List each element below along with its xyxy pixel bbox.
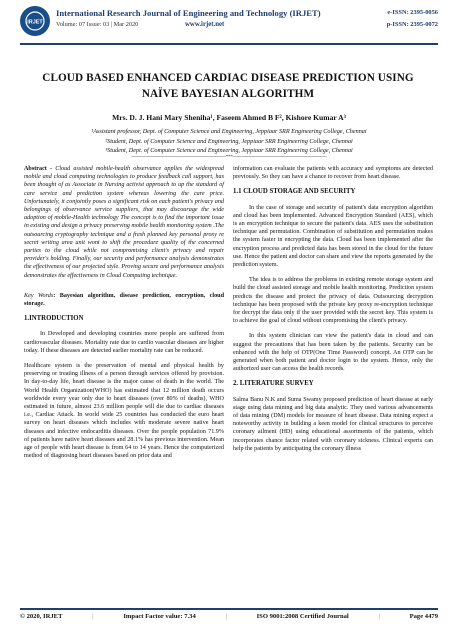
- journal-logo-icon: [24, 10, 46, 32]
- abstract-label: Abstract -: [24, 166, 53, 172]
- abstract: [24, 165, 224, 280]
- paper-title: CLOUD BASED ENHANCED CARDIAC DISEASE PREDICTION USING NAÏVE BAYESIAN ALGORITHM: [42, 72, 414, 100]
- intro-paragraph-2: Healthcare system is the preservation of mental and physical health by preserving or treating illness of a person through services offered by provision. In day-to-day life, heart disease is the major cause of death in the world. The World Health Organization(WHO) has estimated that 12 million death occurs worldwide every year only due to heart diseases (over 80% of deaths), WHO estimated in future, almost 23.6 million people will die due to cardiac diseases i.e., Cardiac Attack. In world wide 25 countries has conducted the euro heart survey on heart diseases which includes with moderate severe native heart diseases and infective endocarditis diseases. Over the people population 71.9% of patients have native heart diseases and 28.1% has previous intervention. Mean age of people with heart disease is from 64 to 14 years. Hence the computerized method of diagnosing heart diseases based on prior data and: [24, 363, 224, 460]
- header-rule: [20, 43, 438, 45]
- section-separator: ---------------------------------------------------------------------***---------------------------------------------------------------------: [131, 155, 327, 160]
- cloud-paragraph-2: The idea is to address the problems in existing remote storage system and build the cloud assisted storage and mobile health monitoring. Prediction system predicts the disease and protect the privacy of data. Outsourcing decryption technique has been proposed with the private key proxy re-encryption technique for decrypt the data only if the user provided with the secret key. This system is to achieve the goal of cloud without compromising the client's privacy.: [233, 277, 433, 325]
- keywords-text: : Bayesian algorithm, disease prediction, encryption, cloud storage.: [24, 292, 225, 308]
- journal-header: [20, 6, 438, 40]
- footer-impact-factor: Impact Factor value: 7.34: [123, 613, 196, 620]
- pissn: p-ISSN: 2395-0072: [386, 21, 438, 28]
- right-column: [233, 165, 433, 460]
- journal-title: International Research Journal of Engineering and Technology (IRJET): [56, 8, 321, 18]
- keywords-label: Key Words: [24, 292, 54, 299]
- footer-divider: |: [225, 613, 227, 620]
- page-footer: [20, 613, 438, 620]
- journal-website[interactable]: www.irjet.net: [185, 21, 225, 28]
- footer-rule: [20, 608, 438, 610]
- footer-iso: ISO 9001:2008 Certified Journal: [256, 613, 349, 620]
- cloud-paragraph-3: In this system clinician can view the patient's data in cloud and can suggest the precautions that has been taken by the patients. Security can be enhanced with the help of OTP(One Time Password) concept. An OTP can be generated when both patient and doctor login to the system. Hence, only the authorized user can access the health records.: [233, 333, 433, 373]
- left-column: [24, 165, 224, 468]
- abstract-text: Cloud assisted mobile-health observance applies the widespread mobile and cloud computing technologies to produce feedback call support, has been thought of as Associate in Nursing activist approach to up the standard of care service and prediction system whereas lowering the care price. Unfortunately, it conjointly poses a significant risk on each patient's privacy and belongings of observance service suppliers, that may discourage the wide adoption of mobile-Health technology The concept is to find the important issue in existing and design a privacy preserving mobile health monitoring system .The outsourcing cryptography technique and a fresh planned key personal proxy re secret writing area unit wont to shift the procedure quality of the concerned parties to the cloud while not compromising client's privacy and repair provider's holding. Finally, our security and performance analysis demonstrates the effectiveness of our projected style. Proving secure and performance analysis demonstrates the effectiveness in Cloud Computing technique.: [24, 166, 224, 279]
- journal-logo: [20, 6, 50, 36]
- affiliation-1: ¹Assistant professor, Dept. of Computer Science and Engineering, Jeppiaar SRR Engineering College, Chennai: [91, 128, 367, 135]
- affiliations: [20, 127, 438, 156]
- volume-line: Volume: 07 Issue: 03 | Mar 2020: [56, 21, 139, 28]
- intro-paragraph-1: In Developed and developing countries more people are suffered from cardiovascular diseases. Mortality rate due to cardio vascular diseases are higher today. If these diseases are detected earlier mortality rate can be reduced.: [24, 331, 224, 354]
- svg-text:IRJET: IRJET: [27, 19, 43, 26]
- footer-divider: |: [92, 613, 94, 620]
- cloud-heading: 1.1 CLOUD STORAGE AND SECURITY: [233, 188, 356, 196]
- affiliation-2: ²Student, Dept. of Computer Science and Engineering, Jeppiaar SRR Engineering College, Chennai: [105, 137, 353, 145]
- affiliation-3: ³Student, Dept. of Computer Science and Engineering, Jeppiaar SRR Engineering College, Chennai: [105, 147, 353, 155]
- literature-paragraph-1: Salma Banu N.K and Suma Swamy proposed prediction of heart disease at early stage using data mining and big data analytic. They used various advancements of data mining (DM) models for measure of heart disease. Data mining expect a noteworthy activity in building a keen model for clinical structures to perceive coronary ailment (HD) using educational assortments of the patients, which incorporates chance factor related with coronary sickness. Clinical experts can help the patients by anticipating the coronary illness: [233, 396, 433, 452]
- footer-copyright: © 2020, IRJET: [20, 613, 63, 620]
- intro-heading: 1.INTRODUCTION: [24, 315, 84, 323]
- keywords: [24, 292, 224, 308]
- intro-continuation: information can evaluate the patients with accuracy and symptoms are detected previously. So they can have a chance to recover from heart disease.: [233, 166, 433, 181]
- literature-heading: 2. LITERATURE SURVEY: [233, 380, 314, 388]
- footer-divider: |: [378, 613, 380, 620]
- footer-page-number: Page 4479: [409, 613, 438, 620]
- eissn: e-ISSN: 2395-0056: [387, 9, 438, 16]
- cloud-paragraph-1: In the case of storage and security of patient's data encryption algorithm and cloud has been implemented. Advanced Encryption Standard (AES), which is an encryption technique to secure the patient's data. AES uses the substitution technique and permutation. Combination of substitution and permutation makes the system faster in encrypting the data. Cloud has been implemented after the encryption process and predicted data has been stored in the cloud for the future use. Hence the patient and doctor can share and view the reports generated by the prediction system.: [233, 204, 433, 269]
- paper-authors: Mrs. D. J. Hani Mary Sheniha¹, Faseem Ahmed B F², Kishore Kumar A³: [112, 113, 346, 122]
